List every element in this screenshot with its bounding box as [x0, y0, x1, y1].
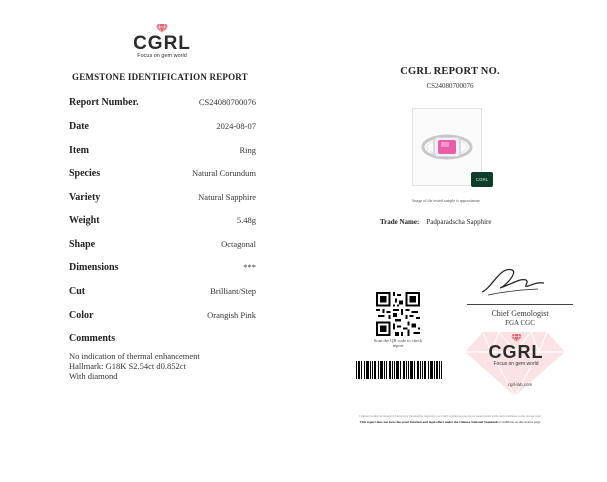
field-value: 2024-08-07: [216, 121, 256, 131]
field-date: [69, 121, 256, 135]
comment-line: No indication of thermal enhancement: [69, 351, 200, 361]
report-no-value: CS24080700076: [426, 82, 474, 90]
field-dimensions: [69, 262, 256, 276]
disclaimer-rest: Conditions on the reverse page: [498, 420, 541, 424]
qr-caption: Scan the QR code to check report: [373, 338, 423, 348]
logo-tagline: Focus on gem world: [137, 53, 187, 59]
field-value: 5.48g: [236, 215, 256, 225]
field-value: Octagonal: [221, 239, 256, 249]
field-label: Dimensions: [69, 262, 119, 273]
field-value: Ring: [239, 145, 256, 155]
disclaimer: [320, 420, 580, 424]
report-no-title: CGRL REPORT NO.: [400, 66, 500, 77]
field-weight: [69, 215, 256, 229]
cgrl-logo-seal: [478, 334, 554, 367]
field-color: [69, 310, 256, 324]
logo-wordmark: CGRL: [133, 33, 191, 54]
trade-name-label: Trade Name:: [380, 218, 420, 226]
disclaimer-bold: This report does not have the proof function and legal effect under the Chinese National Standards: [359, 420, 499, 424]
field-label: Report Number.: [69, 97, 139, 108]
field-label: Date: [69, 121, 89, 132]
cgrl-logo: [124, 24, 200, 59]
comments-heading: Comments: [69, 333, 116, 344]
logo-wordmark: CGRL: [488, 342, 544, 362]
field-value: Orangish Pink: [207, 310, 256, 320]
field-value: ***: [243, 262, 256, 272]
field-label: Color: [69, 310, 94, 321]
signature: [478, 262, 546, 300]
field-label: Shape: [69, 239, 96, 250]
signatory-title: Chief Gemologist: [491, 309, 549, 318]
field-cut: [69, 286, 256, 300]
barcode: [356, 361, 442, 379]
field-label: Item: [69, 145, 89, 156]
qr-code[interactable]: [376, 292, 420, 336]
fine-print: Cultured Gemstone Research Laboratory (hereinafter referred to as CGRL) gemstone reports are issued under terms and conditions on the reverse page: [359, 414, 541, 418]
diamond-icon: [156, 24, 168, 33]
website-link[interactable]: cgrl-lab.com: [507, 382, 533, 387]
report-title: GEMSTONE IDENTIFICATION REPORT: [72, 72, 248, 82]
field-value: Brilliant/Step: [210, 286, 256, 296]
vertical-fine-print: [426, 292, 432, 338]
field-variety: [69, 192, 256, 206]
field-label: Species: [69, 168, 101, 179]
comments-body: [69, 351, 200, 381]
field-label: Cut: [69, 286, 86, 297]
field-label: Weight: [69, 215, 100, 226]
trade-name: [380, 218, 491, 226]
photo-caption: Image of the tested sample is approximate: [412, 198, 480, 203]
field-species: [69, 168, 256, 182]
field-value: Natural Sapphire: [198, 192, 256, 202]
field-value: CS24080700076: [198, 97, 256, 107]
field-shape: [69, 239, 256, 253]
logo-tagline: Focus on gem world: [493, 361, 539, 367]
field-report-number: [69, 97, 256, 111]
field-value: Natural Corundum: [192, 168, 256, 178]
signatory-credentials: FGA CGC: [505, 319, 535, 327]
field-item: [69, 145, 256, 159]
cgrl-mini-logo: [471, 172, 493, 187]
signature-line: [467, 304, 573, 305]
diamond-icon: [511, 334, 522, 342]
comment-line: Hallmark: G18K S2.54ct d0.852ct: [69, 361, 186, 371]
field-label: Variety: [69, 192, 101, 203]
trade-name-value: Padparadscha Sapphire: [426, 218, 492, 226]
mini-logo-text: CGRL: [475, 177, 489, 182]
comment-line: With diamond: [69, 371, 118, 381]
